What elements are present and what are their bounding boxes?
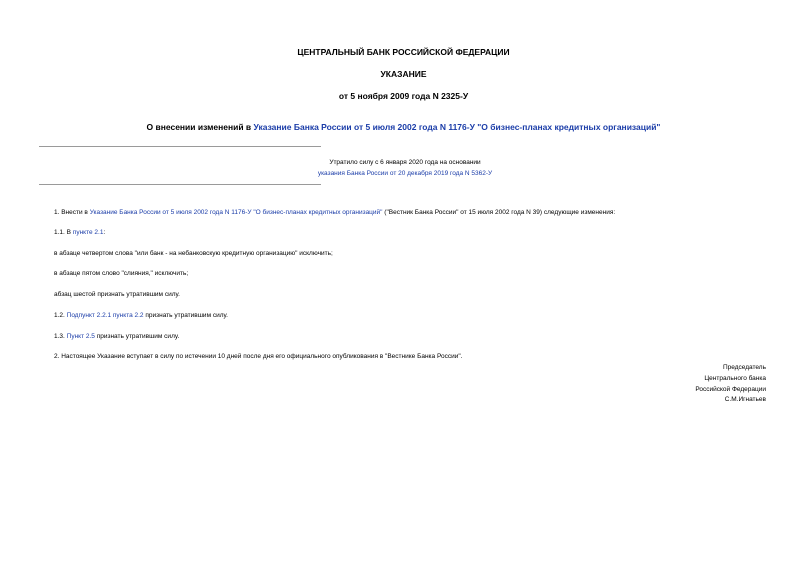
document-date-number: от 5 ноября 2009 года N 2325-У [338, 91, 469, 101]
paragraph-1-suffix: ("Вестник Банка России" от 15 июля 2002 года N 39) следующие изменения: [382, 209, 616, 216]
paragraph-1-3-prefix: 1.3. [54, 333, 67, 340]
paragraph-1-link[interactable]: Указание Банка России от 5 июля 2002 года N 1176-У "О бизнес-планах кредитных организаций" [89, 209, 383, 216]
issuer-heading: ЦЕНТРАЛЬНЫЙ БАНК РОССИЙСКОЙ ФЕДЕРАЦИИ [297, 47, 510, 57]
paragraph-1 [54, 209, 615, 216]
paragraph-1-1 [54, 229, 105, 236]
document-type-heading: УКАЗАНИЕ [380, 69, 427, 79]
paragraph-1-3 [54, 333, 179, 340]
document-title [0, 122, 807, 132]
status-note-line1: Утратило силу с 6 января 2020 года на основании [329, 159, 481, 166]
paragraph-1-1-a: в абзаце четвертом слова "или банк - на небанковскую кредитную организацию" исключить; [54, 250, 333, 257]
paragraph-1-1-suffix: : [103, 229, 106, 236]
paragraph-1-2-suffix: признать утратившим силу. [143, 312, 228, 319]
signature-line-3: Российской Федерации [695, 386, 766, 393]
bottom-divider [39, 184, 321, 185]
signature-line-2: Центрального банка [704, 375, 766, 382]
signature-line-1: Председатель [722, 364, 766, 371]
paragraph-1-1-b: в абзаце пятом слово "слияния," исключить; [54, 270, 189, 277]
paragraph-1-3-suffix: признать утратившим силу. [94, 333, 180, 340]
paragraph-1-1-prefix: 1.1. В [54, 229, 73, 236]
paragraph-2: 2. Настоящее Указание вступает в силу по истечении 10 дней после дня его официального опубликования в "Вестнике Банка России". [54, 353, 463, 360]
paragraph-1-1-c: абзац шестой признать утратившим силу. [54, 291, 180, 298]
repealing-act-link[interactable]: указания Банка России от 20 декабря 2019 года N 5362-У [317, 170, 493, 177]
title-prefix: О внесении изменений в [146, 122, 254, 132]
paragraph-1-2-prefix: 1.2. [54, 312, 67, 319]
paragraph-1-prefix: 1. Внести в [54, 209, 90, 216]
status-note-line2 [305, 170, 505, 177]
signatory-name: С.М.Игнатьев [724, 396, 766, 403]
paragraph-1-2-link[interactable]: Подпункт 2.2.1 пункта 2.2 [66, 312, 144, 319]
paragraph-1-3-link[interactable]: Пункт 2.5 [66, 333, 95, 340]
title-referenced-document-link[interactable]: Указание Банка России от 5 июля 2002 года N 1176-У "О бизнес-планах кредитных организаций" [253, 122, 661, 132]
top-divider [39, 146, 321, 147]
paragraph-1-2 [54, 312, 228, 319]
paragraph-1-1-link[interactable]: пункте 2.1 [72, 229, 104, 236]
